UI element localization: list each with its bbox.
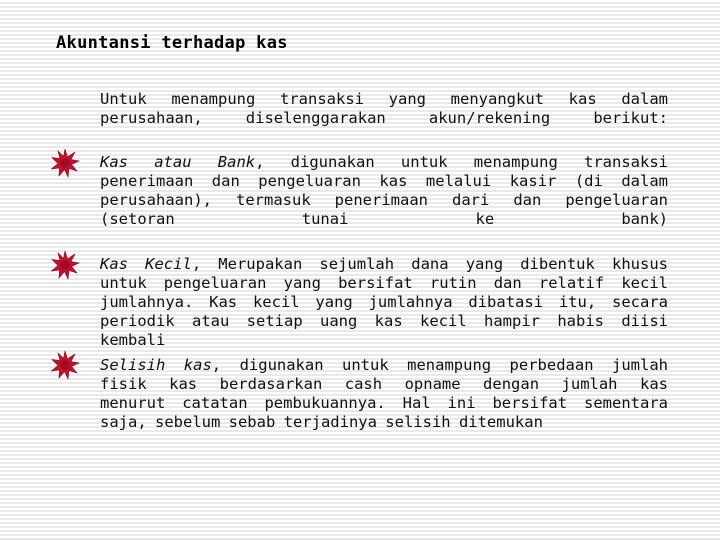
intro-paragraph — [100, 90, 668, 128]
list-item-text: , digunakan untuk menampung perbedaan jumlah — [211, 356, 668, 374]
intro-line: Untuk menampung transaksi yang menyangkut kas dalam — [100, 90, 668, 108]
list-item-term: Kas Kecil — [100, 255, 192, 273]
list-item-line: fisik kas berdasarkan cash opname dengan jumlah kas — [100, 375, 668, 393]
list-item-first-line — [100, 255, 668, 274]
list-item — [100, 255, 668, 350]
slide-title: Akuntansi terhadap kas — [56, 33, 288, 53]
list-item-first-line — [100, 153, 668, 172]
list-item-first-line — [100, 356, 668, 375]
red-starburst-icon — [50, 148, 80, 178]
list-item-term: Selisih kas — [100, 356, 212, 374]
list-item-line: untuk pengeluaran yang bersifat rutin dan relatif kecil — [100, 274, 668, 292]
list-item-line: periodik atau setiap uang kas kecil hampir habis diisi kembali — [100, 312, 668, 349]
list-item-line: jumlahnya. Kas kecil yang jumlahnya dibatasi itu, secara — [100, 293, 668, 311]
list-item-line: saja, sebelum sebab terjadinya selisih ditemukan — [100, 413, 543, 431]
list-item-text: , Merupakan sejumlah dana yang dibentuk khusus — [191, 255, 668, 273]
red-starburst-icon — [50, 350, 80, 380]
list-item-line: penerimaan dan pengeluaran kas melalui kasir (di dalam — [100, 172, 668, 190]
list-item-line: perusahaan), termasuk penerimaan dari dan pengeluaran — [100, 191, 668, 209]
list-item — [100, 153, 668, 229]
list-item-line: (setoran tunai ke bank) — [100, 210, 668, 228]
red-starburst-icon — [50, 250, 80, 280]
list-item-line: menurut catatan pembukuannya. Hal ini bersifat sementara — [100, 394, 668, 412]
list-item-text: , digunakan untuk menampung transaksi — [255, 153, 668, 171]
list-item-term: Kas atau Bank — [100, 153, 256, 171]
list-item — [100, 356, 668, 432]
intro-line: perusahaan, diselenggarakan akun/rekening berikut: — [100, 109, 668, 127]
